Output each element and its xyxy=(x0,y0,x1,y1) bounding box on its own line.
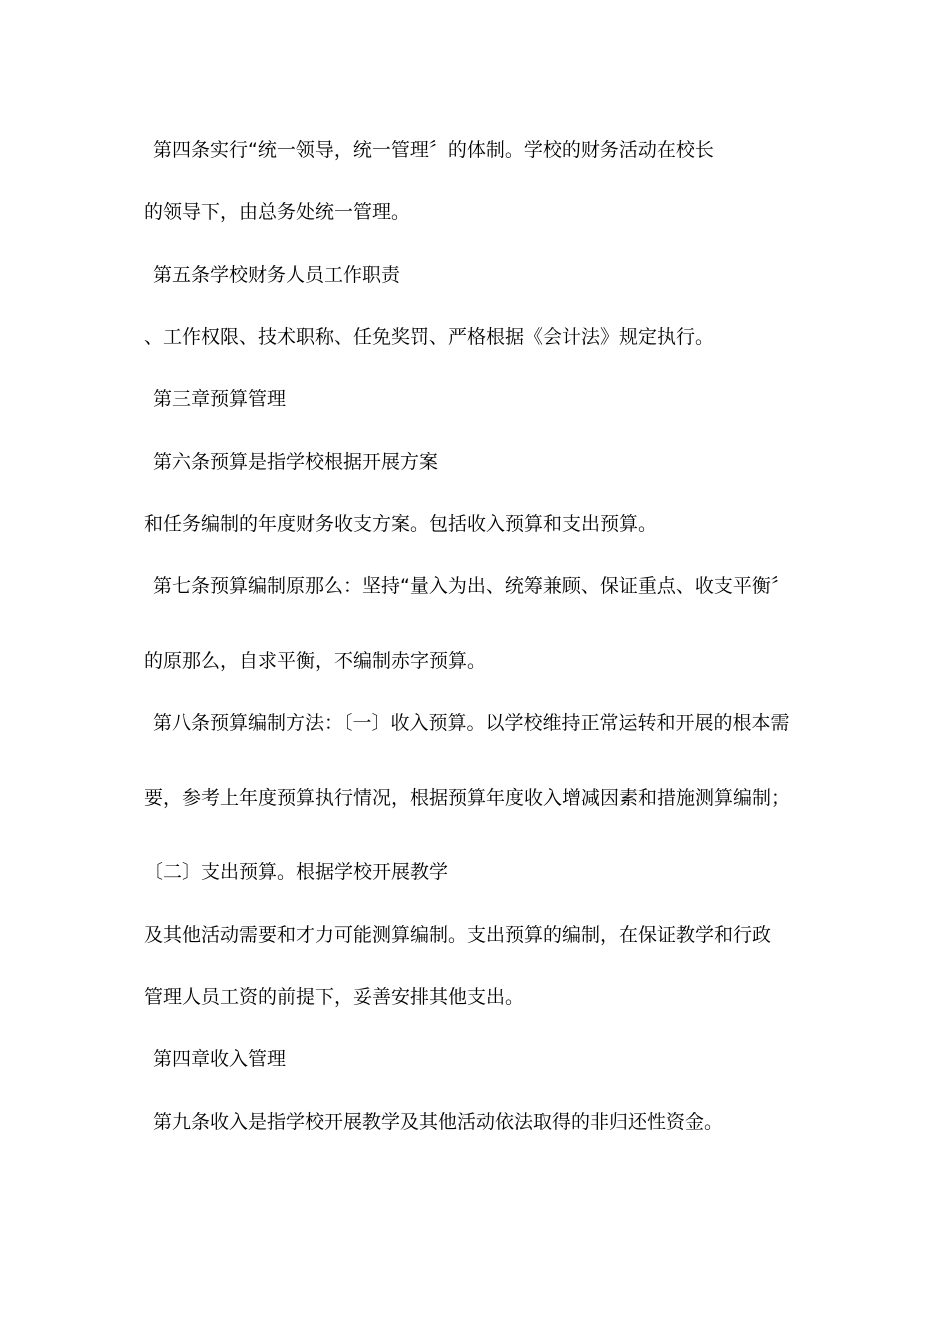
text-line: 第四条实行“统一领导，统一管理〞的体制。学校的财务活动在校长 xyxy=(153,139,714,161)
text-line: 及其他活动需要和才力可能测算编制。支出预算的编制，在保证教学和行政 xyxy=(144,924,772,946)
text-line: 〔二〕支出预算。根据学校开展教学 xyxy=(144,861,449,883)
text-line: 管理人员工资的前提下，妥善安排其他支出。 xyxy=(144,986,525,1008)
text-line: 的原那么，自求平衡，不编制赤字预算。 xyxy=(144,650,487,672)
text-line: 第五条学校财务人员工作职责 xyxy=(153,264,401,286)
chapter-heading: 第四章收入管理 xyxy=(153,1048,287,1070)
text-line: 要，参考上年度预算执行情况，根据预算年度收入增减因素和措施测算编制； xyxy=(144,787,791,809)
text-line: 第九条收入是指学校开展教学及其他活动依法取得的非归还性资金。 xyxy=(153,1111,724,1133)
text-line: 第六条预算是指学校根据开展方案 xyxy=(153,451,439,473)
chapter-heading: 第三章预算管理 xyxy=(153,388,287,410)
text-line: 第七条预算编制原那么：坚持“量入为出、统筹兼顾、保证重点、收支平衡〞 xyxy=(153,575,790,597)
text-line: 的领导下，由总务处统一管理。 xyxy=(144,201,411,223)
text-line: 和任务编制的年度财务收支方案。包括收入预算和支出预算。 xyxy=(144,513,658,535)
text-line: 、工作权限、技术职称、任免奖罚、严格根据《会计法》规定执行。 xyxy=(144,326,715,348)
text-line: 第八条预算编制方法：〔一〕收入预算。以学校维持正常运转和开展的根本需 xyxy=(153,712,790,734)
